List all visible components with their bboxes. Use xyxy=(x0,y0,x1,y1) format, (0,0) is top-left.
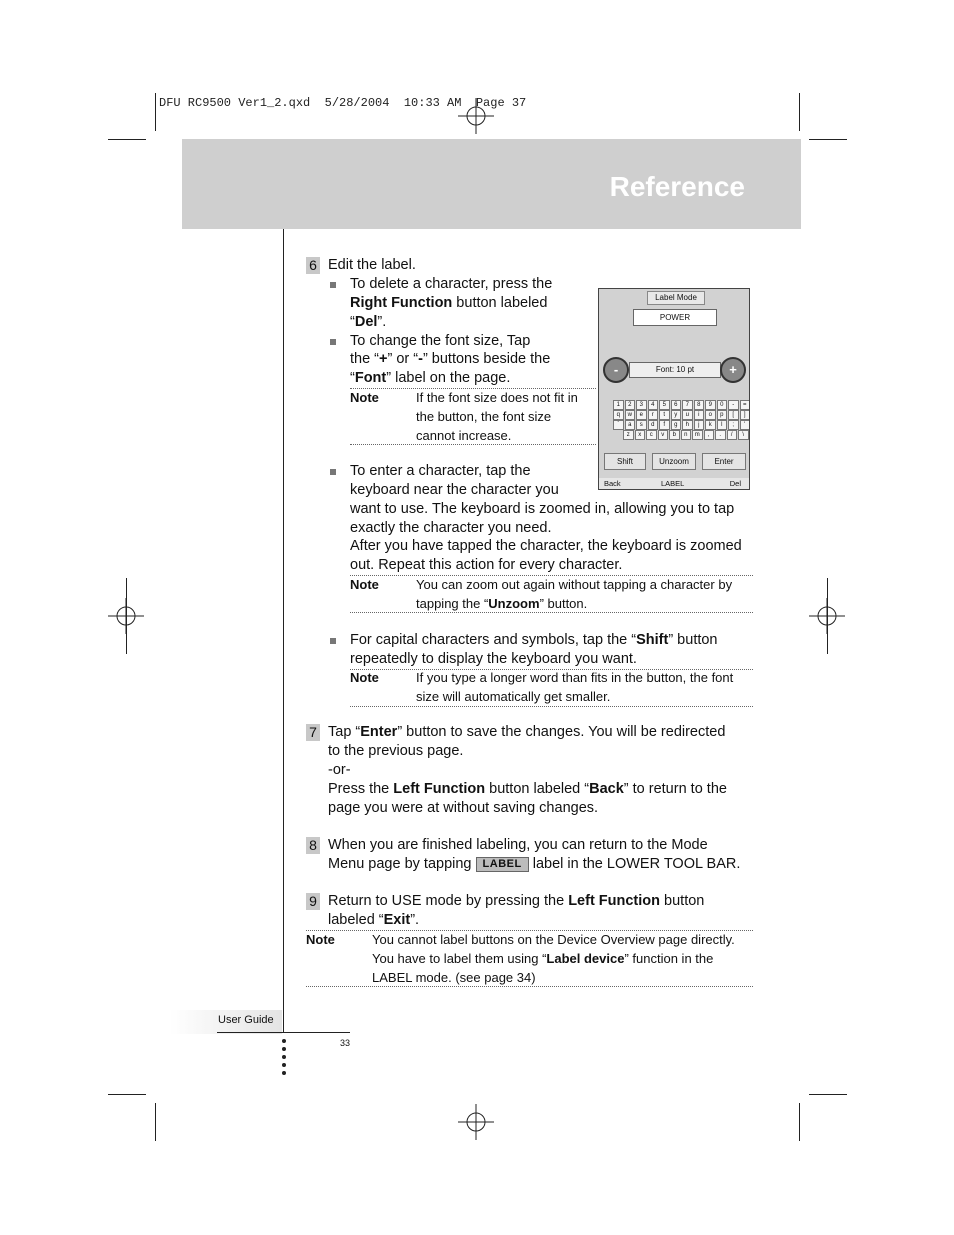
crop-mark xyxy=(126,578,127,654)
footer-rule xyxy=(217,1032,350,1033)
device-screen-title: Label Mode xyxy=(647,291,705,305)
note-text: cannot increase. xyxy=(416,428,512,443)
step-number: 6 xyxy=(306,257,320,274)
keyboard-key: h xyxy=(682,420,693,430)
keyboard-key: 4 xyxy=(648,400,659,410)
step-text: out. Repeat this action for every character. xyxy=(350,557,623,573)
keyboard-key: 2 xyxy=(625,400,636,410)
keyboard-key: \ xyxy=(738,430,749,440)
step-text: to the previous page. xyxy=(328,743,464,759)
step-text: Menu page by tapping LABEL label in the LOWER TOOL BAR. xyxy=(328,856,741,872)
keyboard-key: ; xyxy=(728,420,739,430)
step-text: the “+” or “-” buttons beside the xyxy=(350,351,551,367)
device-screenshot xyxy=(598,288,750,490)
step-text: keyboard near the character you xyxy=(350,482,559,498)
keyboard-key: . xyxy=(715,430,726,440)
keyboard-key: 9 xyxy=(705,400,716,410)
crop-mark xyxy=(108,139,146,140)
step-text: exactly the character you need. xyxy=(350,520,552,536)
keyboard-key: 1 xyxy=(613,400,624,410)
registration-mark-icon xyxy=(458,1104,494,1140)
label-chip-icon: LABEL xyxy=(476,857,529,872)
keyboard-key: z xyxy=(623,430,634,440)
keyboard-key: y xyxy=(671,410,682,420)
step-text: Right Function button labeled xyxy=(350,295,548,311)
note-text: You have to label them using “Label device” function in the xyxy=(372,951,714,966)
step-text: “Del”. xyxy=(350,314,387,330)
note-text: If the font size does not fit in xyxy=(416,390,578,405)
keyboard-key: k xyxy=(705,420,716,430)
step-text: When you are finished labeling, you can return to the Mode xyxy=(328,837,708,853)
step-text: repeatedly to display the keyboard you want. xyxy=(350,651,637,667)
device-lower-toolbar xyxy=(599,478,749,489)
bullet-icon xyxy=(330,282,336,288)
crop-mark xyxy=(809,1094,847,1095)
keyboard-key: 7 xyxy=(682,400,693,410)
step-text: Tap “Enter” button to save the changes. You will be redirected xyxy=(328,724,726,740)
step-text: To change the font size, Tap xyxy=(350,333,531,349)
note-label: Note xyxy=(350,390,379,405)
device-back-label: Back xyxy=(604,479,621,488)
device-label-field: POWER xyxy=(633,309,717,326)
keyboard-row xyxy=(613,410,750,419)
note-label: Note xyxy=(306,932,335,947)
step-number: 8 xyxy=(306,837,320,854)
step-text: For capital characters and symbols, tap the “Shift” button xyxy=(350,632,718,648)
note-text: You can zoom out again without tapping a character by xyxy=(416,577,733,592)
margin-rule xyxy=(283,229,284,1032)
note-text: tapping the “Unzoom” button. xyxy=(416,596,588,611)
keyboard-key: ` xyxy=(613,420,624,430)
device-enter-button: Enter xyxy=(702,453,746,470)
step-text: labeled “Exit”. xyxy=(328,912,420,928)
keyboard-key: e xyxy=(636,410,647,420)
minus-icon: - xyxy=(603,357,629,383)
crop-mark xyxy=(799,1103,800,1141)
keyboard-row xyxy=(623,430,749,439)
keyboard-key: r xyxy=(648,410,659,420)
bullet-icon xyxy=(330,638,336,644)
step-text: Press the Left Function button labeled “Back” to return to the xyxy=(328,781,727,797)
keyboard-key: n xyxy=(681,430,692,440)
page-title: Reference xyxy=(609,171,745,202)
step-number: 7 xyxy=(306,724,320,741)
decor-dot-icon xyxy=(282,1055,286,1059)
note-label: Note xyxy=(350,670,379,685)
keyboard-key: p xyxy=(717,410,728,420)
device-shift-button: Shift xyxy=(604,453,646,470)
keyboard-key: i xyxy=(694,410,705,420)
keyboard-key: m xyxy=(692,430,703,440)
keyboard-key: d xyxy=(648,420,659,430)
keyboard-key: l xyxy=(717,420,728,430)
registration-mark-icon xyxy=(458,98,494,134)
note-text: size will automatically get smaller. xyxy=(416,689,611,704)
keyboard-key: ] xyxy=(740,410,751,420)
note-label: Note xyxy=(350,577,379,592)
crop-mark xyxy=(799,93,800,131)
keyboard-key: a xyxy=(625,420,636,430)
step-text: -or- xyxy=(328,762,351,778)
note-text: If you type a longer word than fits in the button, the font xyxy=(416,670,734,685)
keyboard-key: / xyxy=(727,430,738,440)
note-text: the button, the font size xyxy=(416,409,552,424)
crop-mark xyxy=(827,578,828,654)
keyboard-key: 6 xyxy=(671,400,682,410)
step-text: “Font” label on the page. xyxy=(350,370,511,386)
crop-mark xyxy=(155,1103,156,1141)
keyboard-key: q xyxy=(613,410,624,420)
footer-user-guide: User Guide xyxy=(218,1014,274,1026)
device-label-tab: LABEL xyxy=(661,479,685,488)
crop-mark xyxy=(809,139,847,140)
keyboard-row xyxy=(613,420,750,429)
step-text: To delete a character, press the xyxy=(350,276,553,292)
keyboard-key: f xyxy=(659,420,670,430)
step-title: Edit the label. xyxy=(328,257,416,273)
note-text: You cannot label buttons on the Device Overview page directly. xyxy=(372,932,735,947)
keyboard-key: = xyxy=(740,400,751,410)
device-unzoom-button: Unzoom xyxy=(652,453,696,470)
decor-dot-icon xyxy=(282,1039,286,1043)
crop-mark xyxy=(108,1094,146,1095)
section-banner xyxy=(182,139,801,229)
keyboard-key: t xyxy=(659,410,670,420)
keyboard-key: [ xyxy=(728,410,739,420)
keyboard-key: v xyxy=(658,430,669,440)
keyboard-key: j xyxy=(694,420,705,430)
keyboard-key: , xyxy=(704,430,715,440)
decor-dot-icon xyxy=(282,1047,286,1051)
step-text: After you have tapped the character, the keyboard is zoomed xyxy=(350,538,742,554)
step-number: 9 xyxy=(306,893,320,910)
plus-icon: + xyxy=(720,357,746,383)
keyboard-key: - xyxy=(728,400,739,410)
note-divider xyxy=(306,986,753,987)
keyboard-key: o xyxy=(705,410,716,420)
keyboard-key: ' xyxy=(740,420,751,430)
note-text: LABEL mode. (see page 34) xyxy=(372,970,536,985)
keyboard-key: g xyxy=(671,420,682,430)
keyboard-key: u xyxy=(682,410,693,420)
note-divider xyxy=(350,612,753,613)
keyboard-key: x xyxy=(635,430,646,440)
step-text: page you were at without saving changes. xyxy=(328,800,599,816)
device-del-label: Del xyxy=(729,479,741,488)
step-text: want to use. The keyboard is zoomed in, allowing you to tap xyxy=(350,501,735,517)
step-text: Return to USE mode by pressing the Left Function button xyxy=(328,893,705,909)
keyboard-key: 3 xyxy=(636,400,647,410)
step-text: To enter a character, tap the xyxy=(350,463,531,479)
note-divider xyxy=(350,706,753,707)
device-font-label: Font: 10 pt xyxy=(629,362,721,378)
crop-mark xyxy=(155,93,156,131)
keyboard-key: 8 xyxy=(694,400,705,410)
keyboard-row xyxy=(613,400,750,409)
decor-dot-icon xyxy=(282,1063,286,1067)
keyboard-key: b xyxy=(669,430,680,440)
keyboard-key: w xyxy=(625,410,636,420)
bullet-icon xyxy=(330,339,336,345)
note-divider xyxy=(350,444,596,445)
print-slug: DFU RC9500 Ver1_2.qxd 5/28/2004 10:33 AM Page 37 xyxy=(159,96,527,110)
keyboard-key: 5 xyxy=(659,400,670,410)
page-number: 33 xyxy=(340,1038,351,1048)
decor-dot-icon xyxy=(282,1071,286,1075)
bullet-icon xyxy=(330,469,336,475)
keyboard-key: s xyxy=(636,420,647,430)
keyboard-key: 0 xyxy=(717,400,728,410)
keyboard-key: c xyxy=(646,430,657,440)
